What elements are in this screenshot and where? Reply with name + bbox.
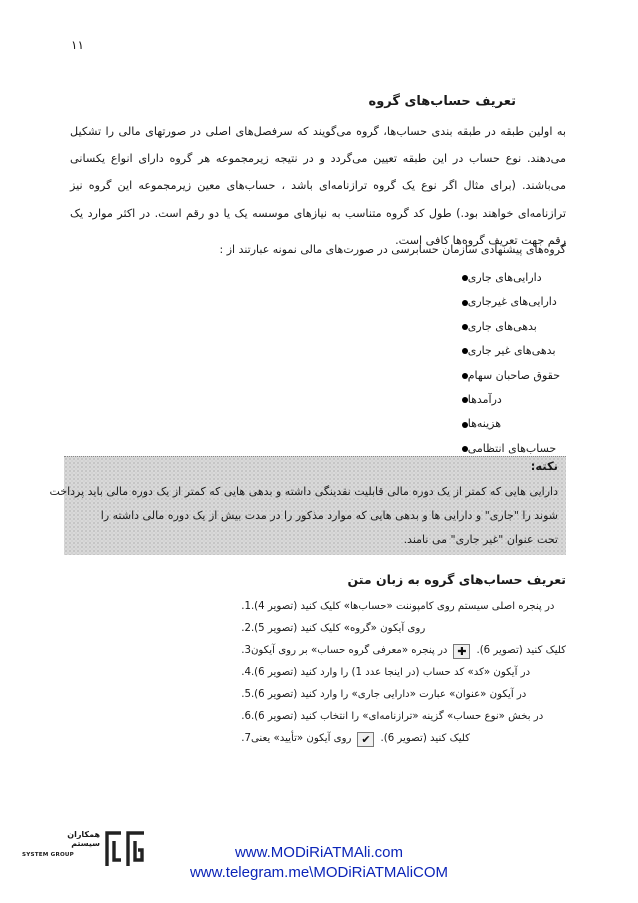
bullet-icon bbox=[462, 373, 468, 379]
bullet-icon bbox=[462, 397, 468, 403]
list-item: هزینه‌ها bbox=[450, 412, 560, 436]
bullet-icon bbox=[462, 300, 468, 306]
list-item: بدهی‌های غیر جاری bbox=[450, 339, 560, 363]
step-item: 3. در پنجره «معرفی گروه حساب» بر روی آیکون ✚ کلیک کنید (تصویر 6). bbox=[241, 644, 566, 658]
list-item: درآمدها bbox=[450, 388, 560, 412]
bullet-icon bbox=[462, 275, 468, 281]
plus-icon: ✚ bbox=[453, 644, 470, 659]
list-item: دارایی‌های غیرجاری bbox=[450, 290, 560, 314]
step-item: 7. روی آیکون «تأیید» یعنی ✔ کلیک کنید (تصویر 6). bbox=[241, 732, 471, 746]
note-line: شوند را "جاری" و دارایی ها و بدهی هایی که موارد مذکور را در مدت بیش از یک دوره مالی داشته را bbox=[100, 509, 558, 522]
website-url[interactable]: www.MODiRiATMAli.com bbox=[234, 844, 404, 861]
note-line: تحت عنوان "غیر جاری" می نامند. bbox=[403, 533, 558, 546]
list-item: دارایی‌های جاری bbox=[450, 266, 560, 290]
description-paragraph: به اولین طبقه در طبقه بندی حساب‌ها، گروه می‌گویند که سرفصل‌های اصلی در صورتهای مالی را تشکیل می‌دهند. نوع حساب در این طبقه تعیین می‌گردد و در نتیجه زیرمجموعه هر گروه دارای انواع یکسانی می‌باشند. (برای مثال اگر نوع یک گروه ترازنامه‌ای باشد ، حساب‌های معین زیرمجموعه این گروه نیز ترازنامه‌ای خواهند بود.) طول کد گروه متناسب به نیازهای موسسه یک یا دو رقم است. در اکثر موارد یک رقم جهت تعریف گروه‌ها کافی است. bbox=[70, 125, 566, 247]
bullet-icon bbox=[462, 446, 468, 452]
steps-list bbox=[229, 596, 566, 750]
step-item: 1. در پنجره اصلی سیستم روی کامپوننت «حساب‌ها» کلیک کنید (تصویر 4). bbox=[241, 601, 555, 612]
note-line: دارایی هایی که کمتر از یک دوره مالی قابلیت نقدینگی داشته و بدهی هایی که کمتر از یک دوره مالی باید پرداخت bbox=[49, 485, 558, 498]
logo-text: همکاران سیستم bbox=[67, 830, 100, 848]
note-box bbox=[49, 456, 566, 555]
list-item: حقوق صاحبان سهام bbox=[450, 364, 560, 388]
step-item: 2. روی آیکون «گروه» کلیک کنید (تصویر 5). bbox=[241, 623, 426, 634]
section-title-groups: تعریف حساب‌های گروه bbox=[368, 94, 516, 109]
step-item: 6. در بخش «نوع حساب» گزینه «ترازنامه‌ای» را انتخاب کنید (تصویر 6). bbox=[241, 711, 544, 722]
bullet-icon bbox=[462, 324, 468, 330]
check-icon: ✔ bbox=[357, 732, 374, 747]
section-title-text-definition: تعریف حساب‌های گروه به زبان متن bbox=[347, 572, 566, 587]
bullet-icon bbox=[462, 422, 468, 428]
list-item: حساب‌های انتظامی bbox=[450, 437, 560, 461]
groups-intro: گروه‌های پیشنهادی سازمان حسابرسی در صورت‌های مالی نمونه عبارتند از : bbox=[219, 243, 566, 256]
telegram-url[interactable]: www.telegram.me\MODiRiATMAliCOM bbox=[189, 864, 449, 881]
group-list bbox=[450, 266, 560, 461]
note-title: نکته: bbox=[530, 459, 558, 473]
list-item: بدهی‌های جاری bbox=[450, 315, 560, 339]
page-number: ۱۱ bbox=[71, 38, 84, 52]
step-item: 5. در آیکون «عنوان» عبارت «دارایی جاری» را وارد کنید (تصویر 6). bbox=[241, 689, 527, 700]
step-item: 4. در آیکون «کد» کد حساب (در اینجا عدد 1) را وارد کنید (تصویر 6). bbox=[241, 667, 531, 678]
logo-subtext: SYSTEM GROUP bbox=[22, 852, 74, 858]
